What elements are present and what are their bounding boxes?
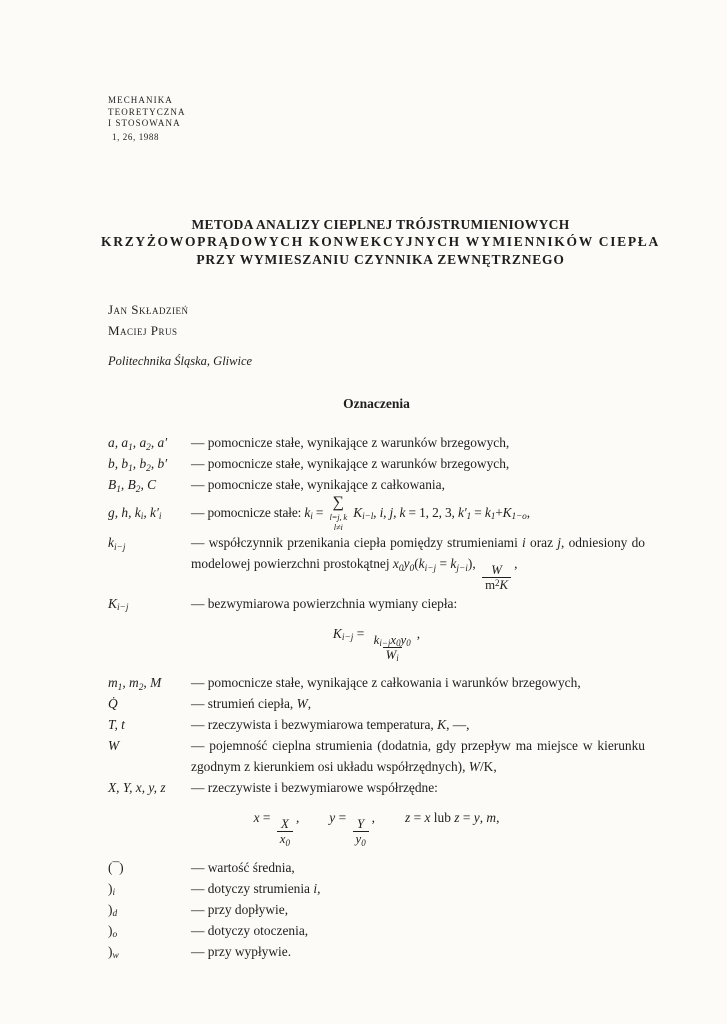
fraction: [482, 563, 511, 593]
symbol-term: Q̇: [108, 696, 118, 712]
summation-limits: [329, 512, 347, 532]
symbol-definition: — dotyczy otoczenia,: [191, 922, 309, 938]
symbol-definition: — wartość średnia,: [191, 859, 295, 875]
fraction: [371, 633, 414, 663]
symbol-term: )$_i$: [108, 880, 116, 899]
nomenclature-entry: [108, 714, 645, 735]
fraction-numerator: $k_{i-j}x_0y_0$: [373, 632, 411, 649]
sigma-symbol: ∑: [332, 493, 344, 511]
author-name: Maciej Prus: [108, 323, 178, 339]
symbol-definition: [191, 532, 645, 592]
summation-limit: l≠i: [333, 522, 343, 533]
symbol-definition: — bezwymiarowa powierzchnia wymiany ciepła:: [191, 595, 458, 611]
fraction-denominator: $W_i$: [383, 647, 402, 662]
nomenclature-entry: [108, 593, 645, 614]
symbol-term: W: [108, 738, 120, 754]
symbol-definition: — pomocnicze stałe, wynikające z całkowania i warunków brzegowych,: [191, 675, 581, 691]
display-formula: [108, 623, 645, 662]
nomenclature-entry: [108, 878, 645, 899]
authors-block: [108, 300, 645, 342]
symbol-term: $m_1$, $m_2$, M: [108, 675, 162, 693]
symbol-definition: — dotyczy strumienia i,: [191, 880, 321, 896]
journal-issue: 1, 26, 1988: [112, 132, 160, 143]
formula-lhs: $K_{i-j}$ =: [332, 625, 368, 644]
symbol-term: a, $a_1$, $a_2$, a′: [108, 434, 168, 453]
nomenclature-entry: [108, 532, 645, 592]
symbol-term: (¯): [108, 859, 124, 875]
fraction: [353, 817, 369, 847]
symbol-definition: — rzeczywiste i bezwymiarowe współrzędne:: [191, 780, 438, 796]
formula-rest: z = x lub z = y, m,: [405, 810, 500, 826]
definition-text: ,: [514, 556, 518, 572]
fraction-denominator: $x_0$: [277, 831, 293, 846]
symbol-term: )$_o$: [108, 922, 118, 941]
author-name: Jan Składzień: [108, 302, 189, 318]
journal-name-line: I STOSOWANA: [108, 118, 181, 129]
fraction: [277, 817, 293, 847]
summation-limit: l=j, k: [329, 511, 348, 522]
symbol-term: )$_d$: [108, 901, 118, 920]
symbol-definition: — rzeczywista i bezwymiarowa temperatura, K, —,: [191, 717, 470, 733]
summation-operator: [329, 495, 347, 532]
nomenclature-entry: [108, 453, 645, 474]
nomenclature-entry: [108, 672, 645, 693]
symbol-definition: — pojemność cieplna strumienia (dodatnia, gdy przepływ ma miejsce w kierunku zgodnym z kierunkiem osi układu współrzędnych), W/K,: [191, 738, 645, 775]
title-line: PRZY WYMIESZANIU CZYNNIKA ZEWNĘTRZNEGO: [196, 251, 565, 267]
fraction-numerator: X: [280, 816, 289, 831]
coordinates-formula: [108, 807, 645, 846]
title-line: KRZYŻOWOPRĄDOWYCH KONWEKCYJNYCH WYMIENNIKÓW CIEPŁA: [101, 234, 660, 250]
formula-tail: ,: [416, 625, 421, 641]
journal-header: [108, 95, 645, 144]
nomenclature-list: [108, 432, 645, 962]
fraction-denominator: $m^2K$: [482, 577, 511, 592]
nomenclature-entry: [108, 777, 645, 798]
definition-text: — współczynnik przenikania ciepła pomiędzy strumieniami i oraz j, odniesiony do modelowej powierzchni prostokątnej $x_0y_0(k_{i-j} = k_{j-i})$,: [191, 535, 645, 574]
nomenclature-entry: [108, 857, 645, 878]
formula-lhs: y =: [329, 810, 350, 826]
affiliation: Politechnika Śląska, Gliwice: [108, 353, 253, 368]
formula-separator: ,: [295, 810, 300, 826]
nomenclature-entry: [108, 474, 645, 495]
symbol-term: $K_{i-j}$: [108, 595, 129, 614]
symbol-definition: — pomocnicze stałe, wynikające z warunków brzegowych,: [191, 434, 510, 450]
journal-name-line: MECHANIKA: [108, 95, 173, 105]
symbol-term: g, h, $k_i$, $k'_i$: [108, 504, 162, 523]
definition-text: — pomocnicze stałe: $k_i$ =: [191, 504, 327, 523]
symbol-term: T, t: [108, 717, 125, 733]
nomenclature-entry: [108, 920, 645, 941]
symbol-definition: — pomocnicze stałe, wynikające z warunków brzegowych,: [191, 455, 510, 471]
journal-name-line: TEORETYCZNA: [108, 106, 186, 117]
nomenclature-entry: [108, 693, 645, 714]
nomenclature-entry: [108, 432, 645, 453]
nomenclature-entry: [108, 495, 645, 532]
title-line: METODA ANALIZY CIEPLNEJ TRÓJSTRUMIENIOWYCH: [191, 216, 570, 232]
nomenclature-entry: [108, 899, 645, 920]
symbol-definition: — przy dopływie,: [191, 901, 289, 917]
symbol-definition: [191, 495, 645, 532]
symbol-term: )$_w$: [108, 943, 119, 962]
symbol-term: X, Y, x, y, z: [108, 780, 166, 796]
paper-title: [96, 216, 665, 269]
formula-lhs: x =: [253, 810, 274, 826]
symbol-term: b, $b_1$, $b_2$, b′: [108, 455, 168, 474]
section-heading: Oznaczenia: [343, 395, 410, 411]
definition-text: $K_{i-l}$, i, j, k = 1, 2, 3, $k'_1 = k_1+K_{1-o}$,: [353, 504, 530, 523]
symbol-definition: — pomocnicze stałe, wynikające z całkowania,: [191, 476, 445, 492]
fraction-numerator: W: [491, 563, 502, 578]
nomenclature-entry: [108, 735, 645, 777]
formula-separator: ,: [371, 810, 376, 826]
symbol-definition: — przy wypływie.: [191, 943, 292, 959]
nomenclature-entry: [108, 941, 645, 962]
fraction-numerator: Y: [357, 816, 365, 831]
symbol-definition: — strumień ciepła, W,: [191, 696, 312, 712]
symbol-term: $k_{i-j}$: [108, 535, 126, 553]
fraction-denominator: $y_0$: [353, 831, 369, 846]
symbol-term: $B_1$, $B_2$, C: [108, 476, 157, 495]
